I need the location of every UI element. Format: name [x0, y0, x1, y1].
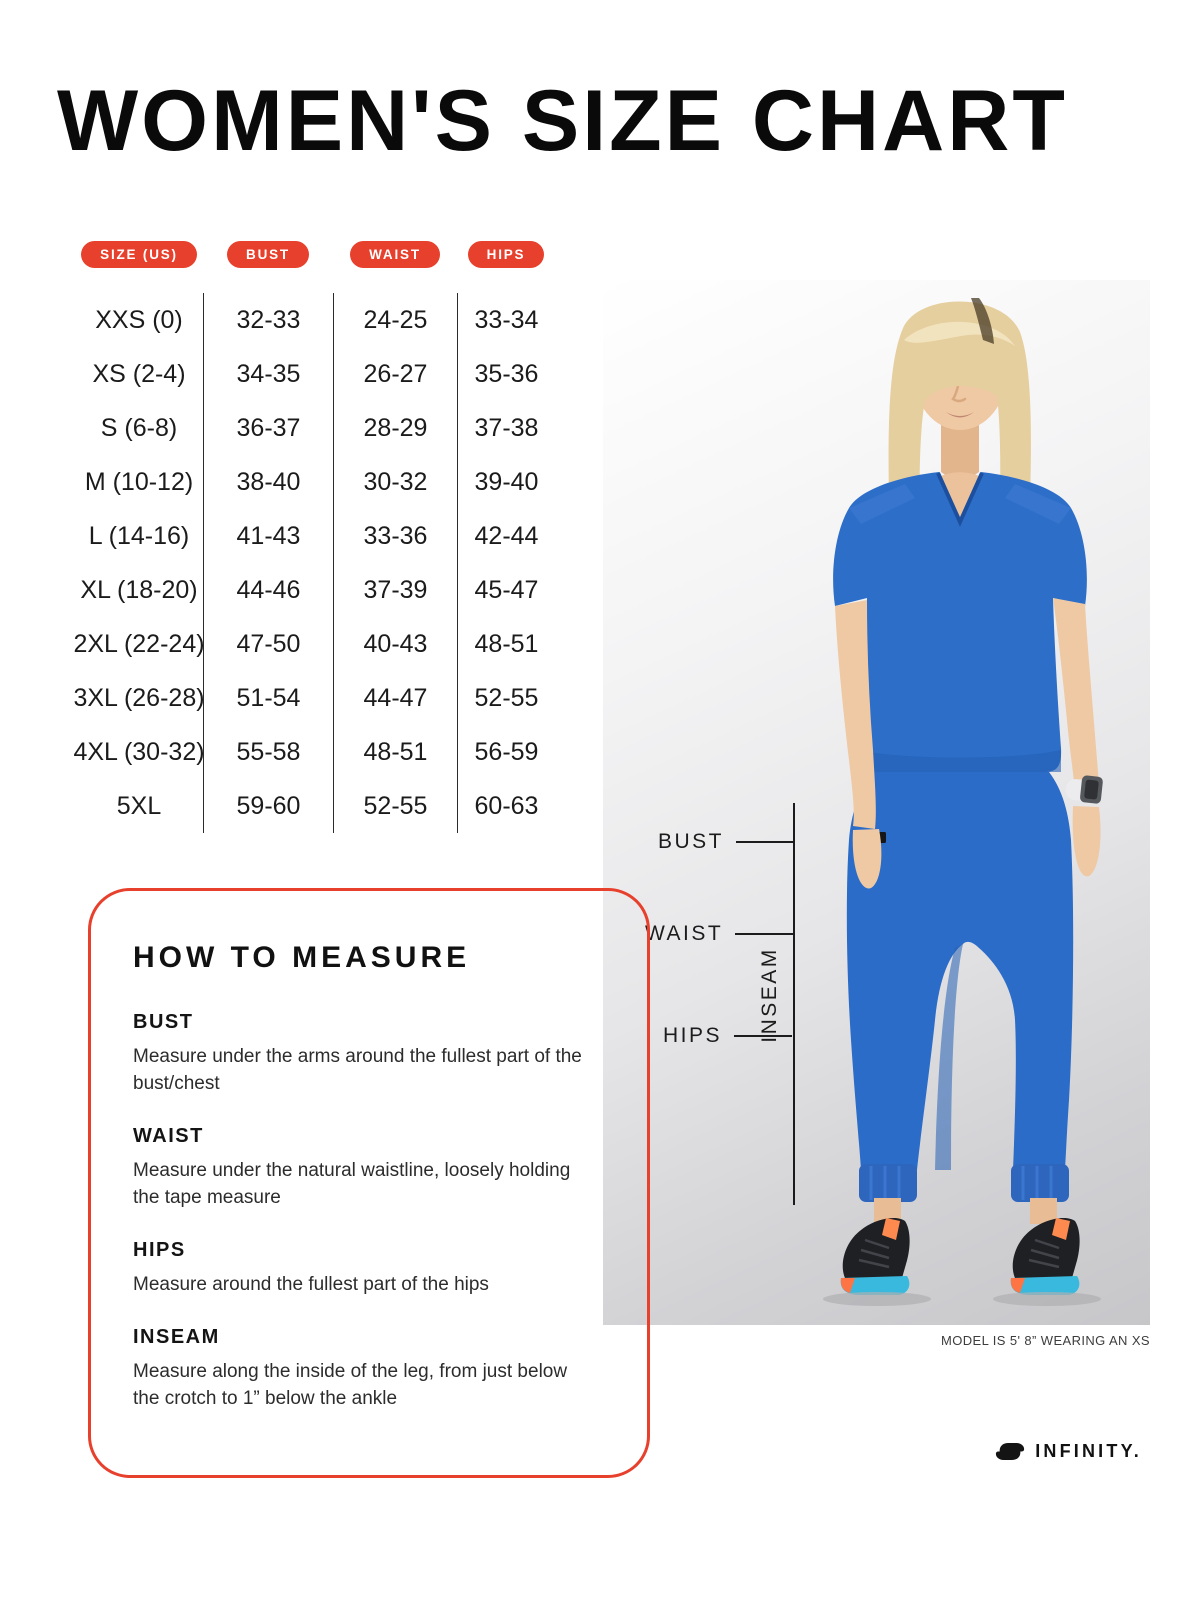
table-row — [75, 671, 555, 725]
bust-cell: 44-46 — [203, 563, 333, 617]
header-cell — [75, 240, 203, 268]
waist-cell: 52-55 — [333, 779, 457, 833]
measure-section-label: HIPS — [133, 1238, 186, 1261]
hips-cell: 45-47 — [457, 563, 555, 617]
hips-cell: 39-40 — [457, 455, 555, 509]
waist-cell: 33-36 — [333, 509, 457, 563]
size-cell: XXS (0) — [95, 305, 183, 334]
waist-cell: 48-51 — [333, 725, 457, 779]
size-table-body — [75, 293, 555, 833]
smartwatch-icon — [1065, 775, 1103, 804]
measure-section-label: WAIST — [133, 1124, 204, 1147]
measure-section-bust — [133, 1011, 607, 1098]
waist-cell: 26-27 — [333, 347, 457, 401]
measure-section-hips — [133, 1239, 607, 1299]
size-cell: XL (18-20) — [80, 575, 198, 604]
table-row — [75, 455, 555, 509]
bust-indicator-label: BUST — [658, 830, 725, 853]
size-cell: XS (2-4) — [92, 359, 186, 388]
table-row — [75, 779, 555, 833]
header-cell — [333, 240, 457, 268]
measure-section-text: Measure under the arms around the fullest part of the bust/chest — [133, 1046, 582, 1094]
table-row — [75, 563, 555, 617]
bust-indicator — [658, 830, 794, 854]
hips-cell: 56-59 — [457, 725, 555, 779]
measure-section-text: Measure along the inside of the leg, from just below the crotch to 1” below the ankle — [133, 1360, 568, 1409]
header-cell — [457, 240, 555, 268]
size-cell: 5XL — [116, 791, 162, 820]
size-table-header-row — [75, 240, 555, 268]
model-photo — [603, 280, 1150, 1325]
inseam-indicator-line — [793, 803, 795, 1205]
waist-cell: 28-29 — [333, 401, 457, 455]
table-row — [75, 617, 555, 671]
hips-cell: 52-55 — [457, 671, 555, 725]
table-row — [75, 293, 555, 347]
hips-cell: 33-34 — [457, 293, 555, 347]
bust-cell: 47-50 — [203, 617, 333, 671]
hips-indicator-label: HIPS — [663, 1024, 723, 1047]
header-cell — [203, 240, 333, 268]
how-to-measure-title: HOW TO MEASURE — [133, 941, 471, 974]
waist-cell: 37-39 — [333, 563, 457, 617]
measure-section-label: BUST — [133, 1011, 194, 1033]
table-row — [75, 347, 555, 401]
waist-cell: 44-47 — [333, 671, 457, 725]
size-cell: L (14-16) — [88, 521, 190, 550]
header-pill-size: SIZE (US) — [81, 241, 197, 268]
measure-section-inseam — [133, 1326, 607, 1413]
brand-logo-text: INFINITY. — [1035, 1441, 1142, 1461]
size-cell: 3XL (26-28) — [73, 683, 205, 712]
inseam-indicator-label: INSEAM — [758, 947, 781, 1043]
page-title: WOMEN'S SIZE CHART — [57, 73, 1068, 169]
bust-cell: 36-37 — [203, 401, 333, 455]
infinity-logo-icon — [994, 1440, 1026, 1463]
bust-cell: 55-58 — [203, 725, 333, 779]
measure-section-waist — [133, 1125, 607, 1212]
brand-logo — [994, 1440, 1142, 1463]
header-pill-bust: BUST — [227, 241, 309, 268]
table-row — [75, 509, 555, 563]
how-to-measure-box — [88, 888, 650, 1478]
waist-cell: 30-32 — [333, 455, 457, 509]
bust-cell: 34-35 — [203, 347, 333, 401]
measure-section-text: Measure around the fullest part of the hips — [133, 1273, 489, 1295]
header-pill-waist: WAIST — [350, 241, 440, 268]
size-cell: 2XL (22-24) — [73, 629, 205, 658]
model-illustration — [603, 280, 1150, 1325]
hips-cell: 60-63 — [457, 779, 555, 833]
bust-indicator-line — [736, 841, 794, 843]
model-caption: MODEL IS 5' 8” WEARING AN XS — [941, 1333, 1150, 1348]
size-table — [75, 240, 555, 833]
header-pill-hips: HIPS — [468, 241, 545, 268]
bust-cell: 41-43 — [203, 509, 333, 563]
table-row — [75, 401, 555, 455]
hips-cell: 48-51 — [457, 617, 555, 671]
hips-cell: 42-44 — [457, 509, 555, 563]
hips-cell: 35-36 — [457, 347, 555, 401]
bust-cell: 32-33 — [203, 293, 333, 347]
measure-section-text: Measure under the natural waistline, loosely holding the tape measure — [133, 1159, 571, 1208]
bust-cell: 51-54 — [203, 671, 333, 725]
waist-indicator-label: WAIST — [645, 922, 724, 945]
size-cell: S (6-8) — [100, 413, 178, 442]
bust-cell: 59-60 — [203, 779, 333, 833]
waist-cell: 24-25 — [333, 293, 457, 347]
size-cell: M (10-12) — [84, 467, 194, 496]
waist-cell: 40-43 — [333, 617, 457, 671]
measure-section-label: INSEAM — [133, 1325, 220, 1348]
size-cell: 4XL (30-32) — [73, 737, 205, 766]
hips-cell: 37-38 — [457, 401, 555, 455]
bust-cell: 38-40 — [203, 455, 333, 509]
table-row — [75, 725, 555, 779]
